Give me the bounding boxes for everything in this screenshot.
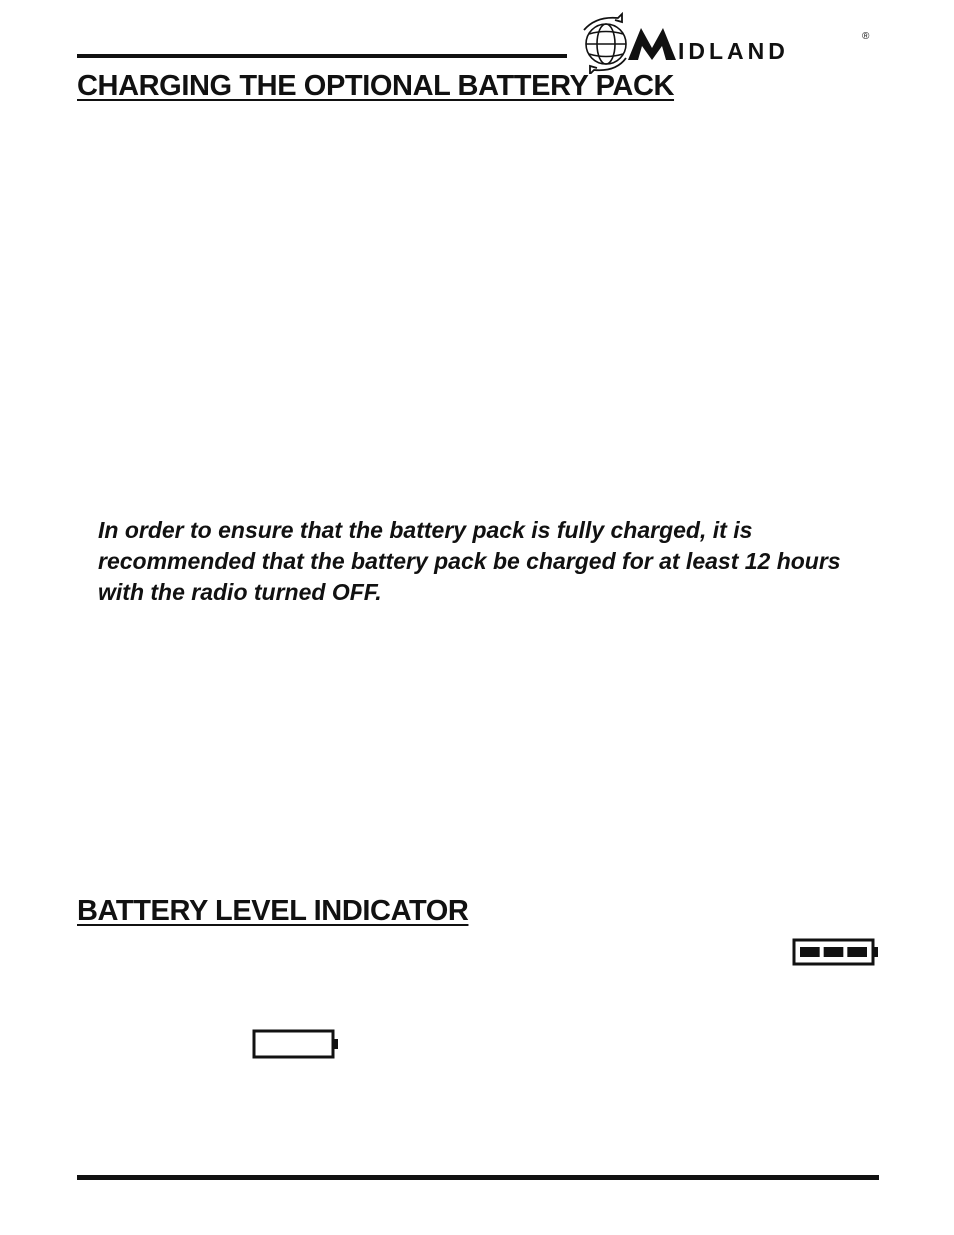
charging-section-title: CHARGING THE OPTIONAL BATTERY PACK — [77, 70, 675, 102]
globe-icon — [584, 14, 626, 74]
battery-full-icon — [792, 938, 880, 966]
midland-logo — [578, 12, 878, 74]
registered-mark: ® — [862, 31, 870, 42]
battery-bar — [824, 947, 844, 957]
battery-level-section-title: BATTERY LEVEL INDICATOR — [77, 895, 469, 927]
battery-bar — [800, 947, 820, 957]
charging-note: In order to ensure that the battery pack is fully charged, it is recommended that the battery pack be charged for at least 12 hours with the radio turned OFF. — [98, 517, 841, 605]
footer-rule — [77, 1175, 879, 1180]
logo-wordmark: IDLAND — [678, 38, 789, 64]
battery-bar — [847, 947, 867, 957]
battery-empty-icon — [252, 1029, 340, 1059]
header-rule — [77, 54, 567, 58]
